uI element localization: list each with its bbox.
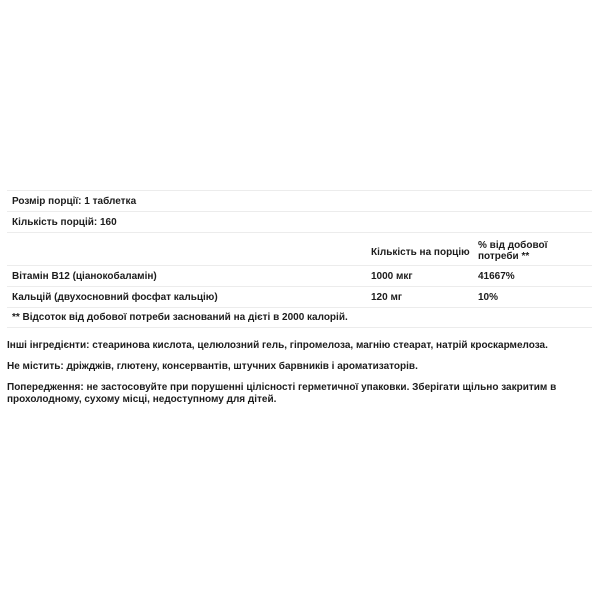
nutrient-name: Вітамін B12 (ціанокобаламін)	[12, 271, 157, 282]
daily-value-column-header: % від добової потреби **	[478, 240, 548, 262]
other-ingredients: Інші інгредієнти: стеаринова кислота, целюлозний гель, гіпромелоза, магнію стеарат, натрій кроскармелоза.	[7, 340, 548, 351]
nutrient-daily-value: 10%	[478, 292, 499, 303]
daily-value-footnote: ** Відсоток від добової потреби заснований на дієті в 2000 калорій.	[12, 312, 348, 323]
footnote-row	[7, 307, 592, 328]
nutrient-amount: 1000 мкг	[371, 271, 413, 282]
serving-size: Розмір порції: 1 таблетка	[12, 196, 137, 207]
nutrient-name: Кальцій (двухосновний фосфат кальцію)	[12, 292, 218, 303]
table-row	[7, 286, 592, 307]
supplement-facts-table	[7, 190, 592, 328]
servings-count: Кількість порцій: 160	[12, 217, 117, 228]
warning-text: Попередження: не застосовуйте при порушенні цілісності герметичної упаковки. Зберігати щільно закритим в прохолодному, сухому місці, недоступному для дітей.	[7, 382, 557, 405]
nutrient-daily-value: 41667%	[478, 271, 515, 282]
table-row	[7, 265, 592, 286]
amount-column-header: Кількість на порцію	[371, 247, 470, 258]
serving-size-row	[7, 190, 592, 211]
product-notes	[7, 340, 592, 415]
table-header-row	[7, 232, 592, 265]
does-not-contain: Не містить: дріжджів, глютену, консервантів, штучних барвників і ароматизаторів.	[7, 361, 418, 372]
servings-count-row	[7, 211, 592, 232]
nutrient-amount: 120 мг	[371, 292, 403, 303]
